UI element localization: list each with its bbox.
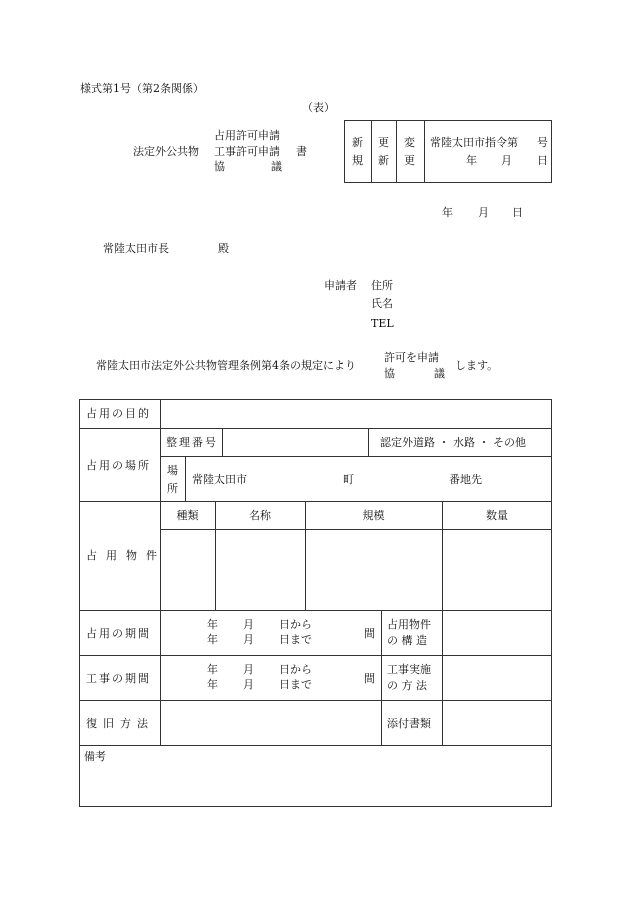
statement-option2a: 協 bbox=[384, 367, 395, 380]
title-line3b: 議 bbox=[271, 160, 282, 173]
date-month: 月 bbox=[478, 206, 489, 219]
work-to-day: 日まで bbox=[279, 678, 312, 691]
road-types[interactable]: 認定外道路 ・ 水路 ・ その他 bbox=[380, 436, 526, 449]
col-scale-header: 規模 bbox=[362, 509, 385, 522]
admin-year: 年 bbox=[466, 154, 477, 167]
work-to-year: 年 bbox=[207, 678, 218, 691]
row-location-label: 占用の場所 bbox=[86, 459, 151, 472]
date-day: 日 bbox=[512, 206, 523, 219]
work-between: 間 bbox=[364, 672, 375, 685]
admin-order-label: 常陸太田市指令第 bbox=[430, 136, 518, 149]
occ-to-day: 日まで bbox=[279, 633, 312, 646]
col-kind-header: 種類 bbox=[176, 509, 199, 522]
admin-new-1: 新 bbox=[352, 136, 363, 149]
admin-month: 月 bbox=[501, 154, 512, 167]
place-lot: 番地先 bbox=[449, 473, 482, 486]
occ-to-month: 月 bbox=[243, 633, 254, 646]
row-restoration-label: 復旧方法 bbox=[86, 717, 154, 730]
form-number: 様式第1号（第2条関係） bbox=[80, 82, 204, 95]
admin-renew-1: 更 bbox=[378, 136, 389, 149]
applicant-name: 氏名 bbox=[371, 297, 393, 310]
addressee-honorific: 殿 bbox=[218, 242, 229, 255]
work-method-label-1: 工事実施 bbox=[387, 663, 431, 676]
place-city: 常陸太田市 bbox=[192, 473, 247, 486]
col-name-header: 名称 bbox=[249, 509, 271, 522]
work-from-day: 日から bbox=[279, 663, 312, 676]
addressee-name: 常陸太田市長 bbox=[103, 242, 169, 255]
applicant-label: 申請者 bbox=[324, 279, 357, 292]
structure-label-1: 占用物件 bbox=[387, 618, 431, 631]
occ-between: 間 bbox=[364, 627, 375, 640]
work-from-month: 月 bbox=[243, 663, 254, 676]
statement-text: 常陸太田市法定外公共物管理条例第4条の規定により bbox=[96, 359, 356, 372]
admin-change-2: 更 bbox=[404, 154, 415, 167]
purpose-field[interactable] bbox=[162, 401, 550, 426]
work-method-label-2: の 方 法 bbox=[387, 679, 427, 692]
admin-day: 日 bbox=[537, 154, 548, 167]
admin-renew-2: 新 bbox=[378, 154, 389, 167]
admin-box bbox=[344, 120, 552, 183]
title-suffix: 書 bbox=[296, 145, 307, 158]
statement-option1: 許可を申請 bbox=[384, 351, 439, 364]
row-occupancy-period-label: 占用の期間 bbox=[86, 627, 151, 640]
occ-from-day: 日から bbox=[279, 618, 312, 631]
admin-order-suffix: 号 bbox=[537, 136, 548, 149]
applicant-tel: TEL bbox=[371, 317, 394, 330]
place-town: 町 bbox=[343, 473, 354, 486]
col-qty-header: 数量 bbox=[486, 509, 508, 522]
front-label: （表） bbox=[302, 101, 335, 114]
ref-number-field[interactable] bbox=[224, 430, 366, 454]
title-line2: 工事許可申請 bbox=[214, 145, 280, 158]
place-label-1: 場 bbox=[167, 464, 178, 477]
title-line1: 占用許可申請 bbox=[214, 129, 280, 142]
row-property-label: 占用物件 bbox=[86, 549, 166, 562]
title-line3a: 協 bbox=[214, 160, 225, 173]
admin-new-2: 規 bbox=[352, 154, 363, 167]
place-label-2: 所 bbox=[167, 482, 178, 495]
ref-number-label: 整理番号 bbox=[166, 436, 218, 449]
date-year: 年 bbox=[442, 206, 453, 219]
occ-from-year: 年 bbox=[207, 618, 218, 631]
structure-label-2: の 構 造 bbox=[387, 634, 427, 647]
occ-from-month: 月 bbox=[243, 618, 254, 631]
admin-change-1: 変 bbox=[404, 136, 415, 149]
remarks-field[interactable] bbox=[82, 765, 548, 805]
remarks-label: 備考 bbox=[84, 750, 106, 763]
statement-option2b: 議 bbox=[434, 367, 445, 380]
row-work-period-label: 工事の期間 bbox=[86, 672, 151, 685]
applicant-address: 住所 bbox=[371, 279, 393, 292]
row-purpose-label: 占用の目的 bbox=[86, 407, 151, 420]
statement-suffix: します。 bbox=[455, 359, 499, 372]
work-from-year: 年 bbox=[207, 663, 218, 676]
attachments-label: 添付書類 bbox=[387, 717, 431, 730]
work-to-month: 月 bbox=[243, 678, 254, 691]
occ-to-year: 年 bbox=[207, 633, 218, 646]
title-prefix: 法定外公共物 bbox=[133, 145, 199, 158]
